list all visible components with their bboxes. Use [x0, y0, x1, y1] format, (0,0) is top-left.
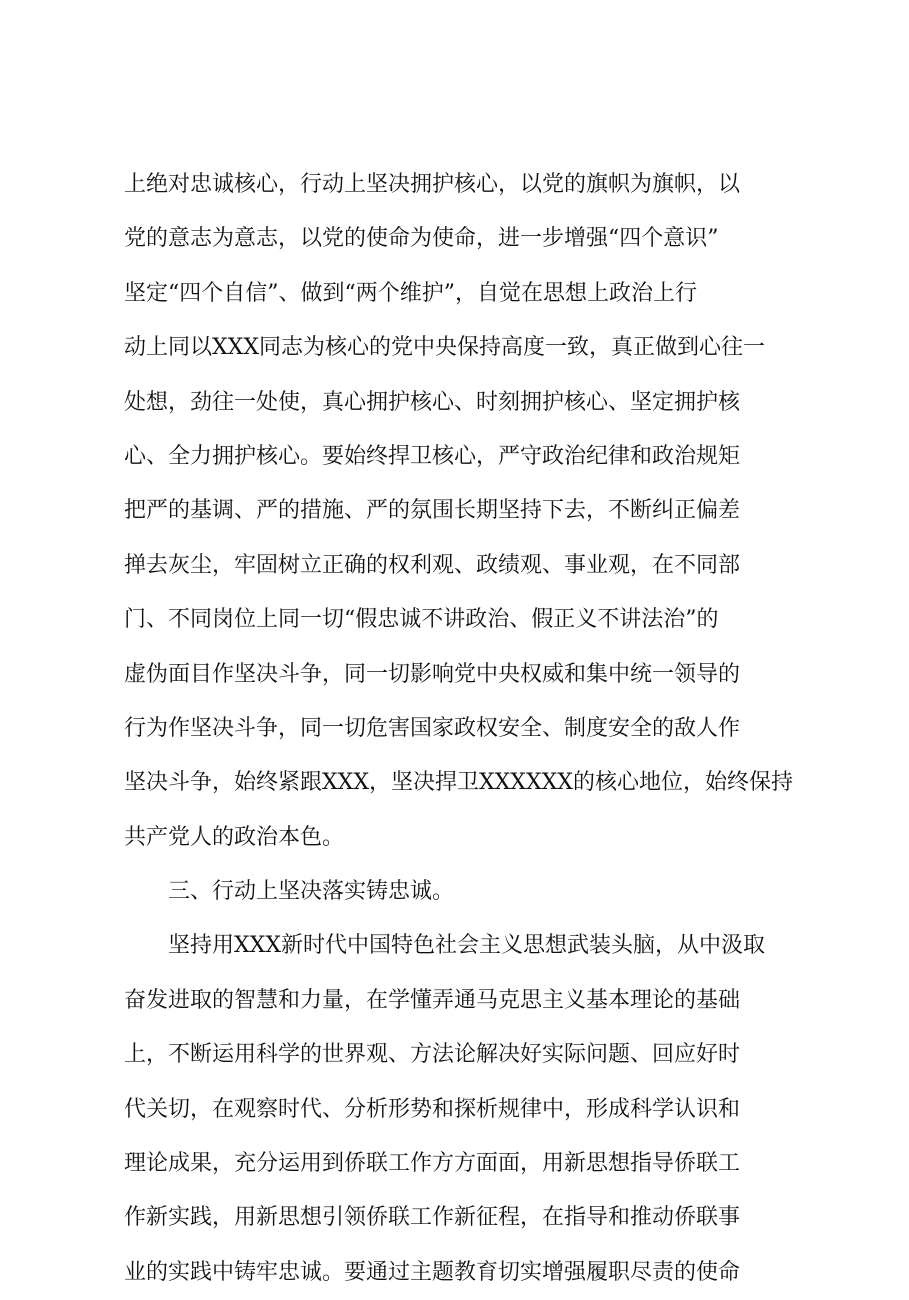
paragraph-first-line: 坚持用XXX新时代中国特色社会主义思想武装头脑，从中汲取 — [168, 933, 765, 959]
text-line: 心、全力拥护核心。要始终捍卫核心，严守政治纪律和政治规矩 — [124, 443, 741, 469]
text-line: 把严的基调、严的措施、严的氛围长期坚持下去，不断纠正偏差 — [124, 498, 741, 524]
text-line: 坚定“四个自信”、做到“两个维护”，自觉在思想上政治上行 — [124, 280, 697, 306]
text-line: 理论成果，充分运用到侨联工作方方面面，用新思想指导侨联工 — [124, 1151, 741, 1177]
text-line: 党的意志为意志，以党的使命为使命，进一步增强“四个意识” — [124, 226, 719, 252]
text-line: 上，不断运用科学的世界观、方法论解决好实际问题、回应好时 — [124, 1042, 741, 1068]
text-line: 上绝对忠诚核心，行动上坚决拥护核心，以党的旗帜为旗帜，以 — [124, 172, 741, 197]
text-line: 作新实践，用新思想引领侨联工作新征程，在指导和推动侨联事 — [124, 1205, 741, 1231]
text-line: 坚决斗争，始终紧跟XXX，坚决捍卫XXXXXX的核心地位，始终保持 — [124, 770, 793, 796]
text-line: 动上同以XXX同志为核心的党中央保持高度一致，真正做到心往一 — [124, 335, 765, 361]
text-line: 奋发进取的智慧和力量，在学懂弄通马克思主义基本理论的基础 — [124, 987, 741, 1013]
text-line: 虚伪面目作坚决斗争，同一切影响党中央权威和集中统一领导的 — [124, 661, 741, 687]
text-line: 业的实践中铸牢忠诚。要通过主题教育切实增强履职尽责的使命 — [124, 1259, 741, 1285]
text-line: 行为作坚决斗争，同一切危害国家政权安全、制度安全的敌人作 — [124, 715, 741, 741]
text-line: 共产党人的政治本色。 — [124, 824, 345, 850]
document-body — [124, 158, 824, 1300]
section-heading: 三、行动上坚决落实铸忠诚。 — [168, 879, 455, 905]
text-line: 掸去灰尘，牢固树立正确的权利观、政绩观、事业观，在不同部 — [124, 552, 741, 578]
text-line: 代关切，在观察时代、分析形势和探析规律中，形成科学认识和 — [124, 1096, 741, 1122]
text-line: 门、不同岗位上同一切“假忠诚不讲政治、假正义不讲法治”的 — [124, 607, 719, 633]
text-line: 处想，劲往一处使，真心拥护核心、时刻拥护核心、坚定拥护核 — [124, 389, 741, 415]
